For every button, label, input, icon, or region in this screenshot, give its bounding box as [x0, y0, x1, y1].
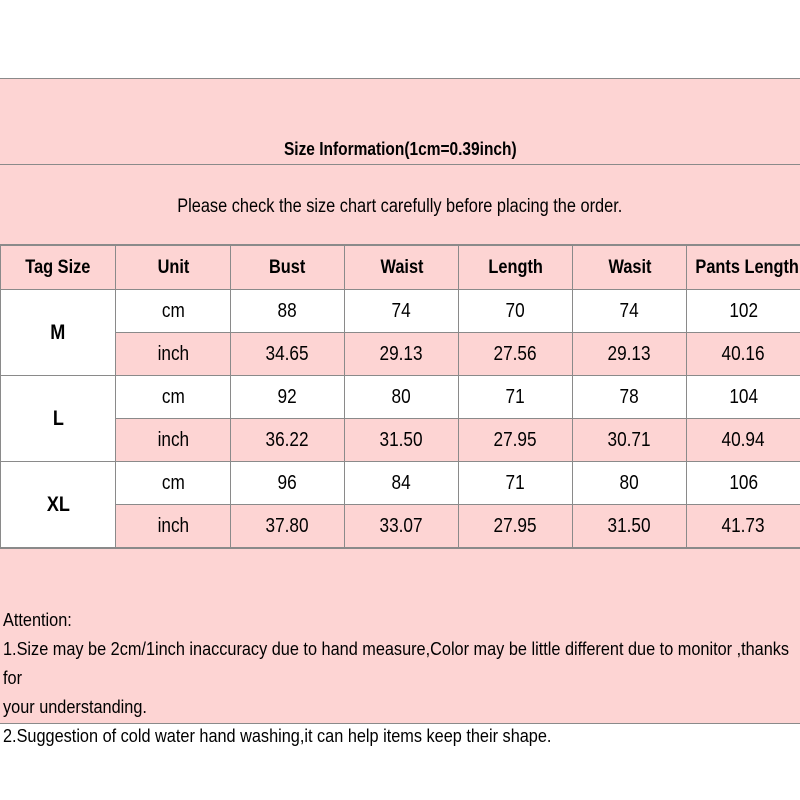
attention-line-1-cont: your understanding. [3, 696, 147, 717]
pants-length-cell: 106 [687, 462, 800, 505]
title-band [0, 78, 800, 165]
wasit-cell: 31.50 [573, 505, 687, 548]
size-table [0, 245, 800, 548]
header-pants-length: Pants Length [687, 246, 800, 290]
table-header-row [1, 246, 800, 290]
pants-length-cell: 41.73 [687, 505, 800, 548]
attention-line-1: 1.Size may be 2cm/1inch inaccuracy due to hand measure,Color may be little different due to monitor ,thanks for [3, 638, 790, 688]
attention-line-2: 2.Suggestion of cold water hand washing,it can help items keep their shape. [3, 725, 552, 746]
bust-cell: 92 [231, 376, 345, 419]
wasit-cell: 30.71 [573, 419, 687, 462]
table-row [1, 419, 800, 462]
length-cell: 71 [459, 462, 573, 505]
header-unit: Unit [116, 246, 231, 290]
table-row [1, 462, 800, 505]
pants-length-cell: 104 [687, 376, 800, 419]
attention-heading: Attention: [3, 609, 72, 630]
waist-cell: 84 [345, 462, 459, 505]
header-length: Length [459, 246, 573, 290]
notice-text: Please check the size chart carefully before placing the order. [177, 195, 623, 217]
pants-length-cell: 40.94 [687, 419, 800, 462]
size-cell-l: L [1, 376, 116, 462]
size-cell-m: M [1, 290, 116, 376]
unit-cell: cm [116, 376, 231, 419]
table-row [1, 505, 800, 548]
header-tag-size: Tag Size [1, 246, 116, 290]
wasit-cell: 78 [573, 376, 687, 419]
notice-band [0, 165, 800, 245]
waist-cell: 31.50 [345, 419, 459, 462]
unit-cell: inch [116, 333, 231, 376]
wasit-cell: 80 [573, 462, 687, 505]
header-bust: Bust [231, 246, 345, 290]
bust-cell: 36.22 [231, 419, 345, 462]
pants-length-cell: 40.16 [687, 333, 800, 376]
wasit-cell: 29.13 [573, 333, 687, 376]
waist-cell: 74 [345, 290, 459, 333]
length-cell: 71 [459, 376, 573, 419]
table-row [1, 290, 800, 333]
waist-cell: 80 [345, 376, 459, 419]
size-chart-sheet [0, 78, 800, 746]
waist-cell: 29.13 [345, 333, 459, 376]
table-row [1, 333, 800, 376]
bust-cell: 37.80 [231, 505, 345, 548]
unit-cell: inch [116, 505, 231, 548]
bust-cell: 96 [231, 462, 345, 505]
wasit-cell: 74 [573, 290, 687, 333]
length-cell: 27.56 [459, 333, 573, 376]
waist-cell: 33.07 [345, 505, 459, 548]
bust-cell: 88 [231, 290, 345, 333]
length-cell: 27.95 [459, 419, 573, 462]
table-row [1, 376, 800, 419]
length-cell: 70 [459, 290, 573, 333]
header-waist: Waist [345, 246, 459, 290]
attention-band [0, 548, 800, 746]
header-wasit: Wasit [573, 246, 687, 290]
chart-title: Size Information(1cm=0.39inch) [283, 139, 517, 159]
unit-cell: cm [116, 290, 231, 333]
pants-length-cell: 102 [687, 290, 800, 333]
unit-cell: inch [116, 419, 231, 462]
bust-cell: 34.65 [231, 333, 345, 376]
size-cell-xl: XL [1, 462, 116, 548]
length-cell: 27.95 [459, 505, 573, 548]
unit-cell: cm [116, 462, 231, 505]
